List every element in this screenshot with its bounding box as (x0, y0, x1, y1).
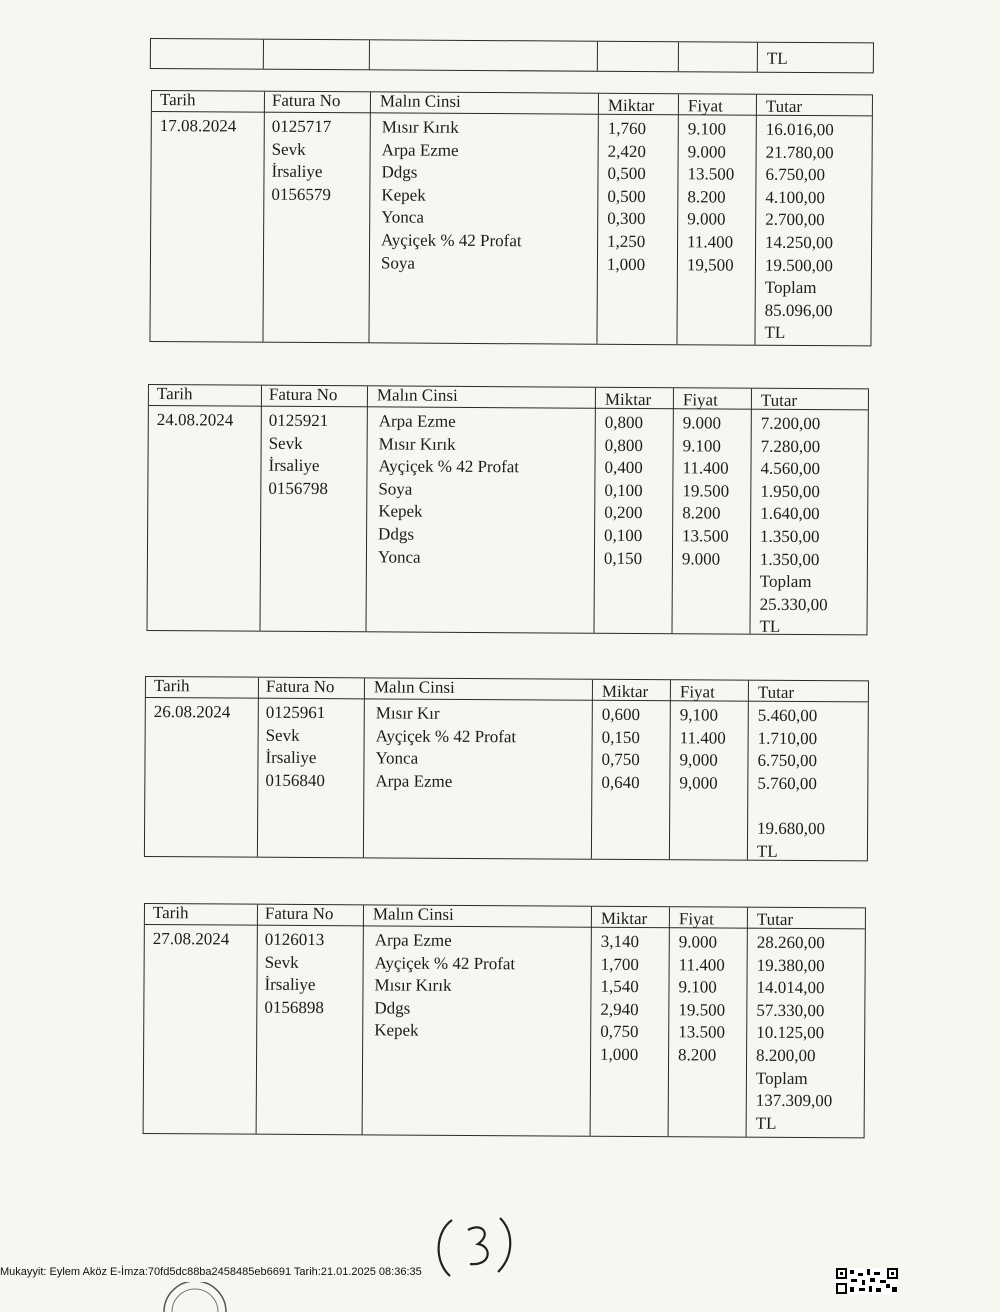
item-cell: Kepek (378, 501, 423, 522)
price-cell: 8.200 (687, 187, 726, 207)
amount-cell: 1.350,00 (760, 526, 820, 547)
quantity-cell: 0,800 (604, 412, 644, 433)
amount-cell: 1.350,00 (759, 549, 820, 569)
price-cell: 9,000 (679, 750, 718, 770)
date-column (157, 409, 234, 432)
invoice-no-cell: Sevk (264, 952, 299, 972)
item-column (381, 116, 523, 275)
invoice-no-cell: 0156798 (268, 478, 328, 498)
invoice-no-cell: Sevk (265, 725, 300, 745)
quantity-cell: 1,000 (606, 254, 646, 274)
header-invoice-no: Fatura No (268, 384, 338, 405)
item-cell: Mısır Kır (375, 703, 440, 723)
price-cell: 9.000 (687, 141, 726, 162)
column-divider (257, 678, 259, 857)
column-divider (363, 678, 365, 857)
item-cell: Ayçiçek % 42 Profat (374, 953, 516, 973)
invoice-no-cell: 0156579 (271, 184, 331, 204)
header-divider (152, 111, 872, 116)
column-divider (590, 907, 592, 1136)
price-cell: 11.400 (678, 954, 725, 975)
item-cell: Yonca (381, 207, 424, 228)
amount-cell: 6.750,00 (757, 750, 818, 771)
quantity-cell: 0,100 (604, 480, 643, 500)
price-cell: 9.100 (678, 977, 717, 997)
quantity-cell: 1,700 (600, 954, 639, 974)
amount-cell: 14.250,00 (765, 232, 834, 253)
invoice-table (143, 903, 866, 1138)
column-divider (669, 680, 671, 859)
amount-cell: 8.200,00 (756, 1045, 816, 1066)
header-price: Fiyat (687, 96, 723, 116)
date-cell: 26.08.2024 (153, 702, 231, 722)
amount-cell: 1.710,00 (757, 728, 818, 748)
quantity-cell: 0,640 (601, 772, 640, 792)
amount-cell: 7.200,00 (760, 413, 821, 434)
item-cell: Arpa Ezme (381, 140, 459, 160)
e-signature-line: Mukayyit: Eylem Aköz E-İmza:70fd5dc88ba2458485eb6691 Tarih:21.01.2025 08:36:35 (0, 1266, 422, 1278)
item-cell: Ddgs (381, 162, 418, 182)
price-cell: 11.400 (682, 458, 729, 478)
quantity-cell: 0,400 (604, 457, 643, 478)
item-column (378, 410, 520, 569)
item-column (374, 929, 515, 1043)
header-invoice-no: Fatura No (265, 676, 335, 697)
item-cell: Yonca (375, 748, 419, 768)
header-item: Malın Cinsi (379, 91, 461, 111)
item-cell: Ayçiçek % 42 Profat (381, 230, 522, 251)
price-column (679, 704, 726, 795)
header-quantity: Miktar (607, 95, 655, 116)
price-cell: 13.500 (678, 1022, 726, 1042)
invoice-no-cell: İrsaliye (271, 161, 323, 182)
column-divider (671, 388, 673, 633)
quantity-cell: 1,250 (607, 231, 646, 251)
item-cell: Kepek (381, 185, 426, 205)
price-cell: 8.200 (682, 503, 721, 523)
quantity-cell: 0,500 (607, 186, 646, 206)
quantity-column (607, 118, 646, 276)
quantity-cell: 0,750 (600, 1022, 639, 1042)
amount-column (764, 119, 833, 345)
date-cell: 24.08.2024 (156, 410, 234, 430)
price-cell: 9.100 (687, 119, 727, 139)
invoice-table (144, 676, 869, 861)
amount-cell: 19.500,00 (764, 255, 834, 275)
invoice-table (146, 384, 868, 635)
amount-cell: 10.125,00 (756, 1023, 825, 1043)
header-amount: Tutar (756, 909, 794, 929)
item-cell: Ddgs (374, 998, 411, 1018)
item-cell: Arpa Ezme (374, 930, 452, 950)
quantity-cell: 3,140 (600, 931, 640, 952)
price-cell: 13.500 (682, 526, 729, 546)
page-number (430, 1212, 520, 1282)
item-cell: Soya (380, 252, 416, 273)
column-divider (596, 94, 599, 344)
quantity-cell: 0,300 (607, 209, 646, 229)
header-date: Tarih (152, 903, 189, 923)
amount-cell: 28.260,00 (756, 932, 825, 953)
header-item: Malın Cinsi (373, 677, 455, 697)
column-divider (365, 386, 367, 631)
header-amount: Tutar (760, 390, 798, 410)
amount-cell: Toplam (759, 571, 812, 592)
item-cell: Arpa Ezme (378, 411, 456, 431)
column-divider (747, 681, 749, 860)
amount-cell: 4.560,00 (760, 458, 821, 479)
amount-cell: 21.780,00 (765, 142, 834, 162)
amount-cell: Toplam (755, 1068, 808, 1088)
price-cell: 11.400 (679, 727, 726, 748)
amount-cell (757, 795, 825, 818)
header-amount: Tutar (765, 96, 803, 116)
quantity-cell: 2,940 (600, 999, 639, 1019)
header-date: Tarih (153, 676, 190, 696)
invoice-no-cell: Sevk (271, 139, 306, 159)
invoice-no-column (271, 116, 331, 207)
item-cell: Kepek (374, 1020, 419, 1041)
date-column (154, 701, 231, 724)
invoice-no-cell: 0156840 (265, 770, 325, 790)
amount-cell: 57.330,00 (756, 1000, 825, 1020)
header-quantity: Miktar (600, 908, 648, 929)
amount-cell: 5.460,00 (757, 705, 818, 726)
amount-cell: 1.950,00 (760, 481, 820, 501)
quantity-cell: 0,800 (604, 435, 643, 455)
invoice-no-column (265, 702, 325, 793)
amount-column (757, 705, 826, 864)
quantity-cell: 1,540 (600, 976, 639, 997)
price-cell: 9.000 (687, 209, 726, 229)
quantity-column (601, 704, 640, 795)
column-divider (593, 388, 595, 633)
header-item: Malın Cinsi (376, 385, 458, 405)
amount-cell: 85.096,00 (764, 300, 833, 320)
column-divider (749, 389, 751, 634)
amount-cell: 16.016,00 (765, 119, 834, 140)
amount-cell: 14.014,00 (756, 977, 825, 998)
amount-column (759, 413, 828, 639)
amount-cell: TL (756, 841, 778, 861)
table-fragment (150, 38, 874, 73)
header-price: Fiyat (678, 909, 714, 929)
price-cell: 11.400 (687, 232, 734, 252)
invoice-no-cell: 0125717 (271, 116, 332, 137)
column-divider (746, 908, 748, 1137)
invoice-no-cell: 0125921 (268, 410, 329, 431)
column-divider (362, 905, 364, 1134)
price-cell: 9.100 (682, 435, 721, 456)
item-cell: Mısır Kırık (374, 975, 452, 996)
price-cell: 8.200 (678, 1045, 717, 1065)
amount-cell: 1.640,00 (760, 504, 820, 524)
quantity-cell: 0,150 (603, 548, 643, 568)
invoice-no-cell: 0126013 (264, 929, 325, 950)
header-price: Fiyat (679, 682, 715, 702)
item-cell: Ddgs (378, 524, 415, 544)
quantity-column (600, 931, 639, 1067)
date-column (160, 115, 237, 138)
quantity-cell: 0,150 (601, 727, 640, 747)
price-column (678, 931, 726, 1067)
invoice-no-column (264, 929, 324, 1020)
item-cell: Mısır Kırık (381, 117, 459, 137)
header-amount: Tutar (757, 682, 795, 702)
fragment-tl: TL (766, 48, 788, 68)
amount-cell: 4.100,00 (765, 187, 825, 207)
invoice-no-cell: 0156898 (264, 997, 324, 1017)
date-cell: 27.08.2024 (152, 929, 230, 949)
header-invoice-no: Fatura No (264, 903, 334, 924)
date-cell: 17.08.2024 (159, 116, 237, 136)
item-cell: Arpa Ezme (375, 771, 453, 791)
price-cell: 9,000 (679, 773, 718, 793)
quantity-cell: 0,100 (604, 525, 643, 545)
date-column (153, 928, 230, 951)
price-column (682, 412, 730, 570)
price-cell: 13.500 (687, 164, 735, 184)
amount-cell: 5.760,00 (757, 773, 817, 793)
price-cell: 9.000 (681, 548, 721, 569)
amount-cell: TL (755, 1113, 777, 1133)
quantity-cell: 1,760 (607, 118, 647, 139)
amount-cell: 2.700,00 (765, 210, 825, 230)
quantity-cell: 0,200 (604, 503, 643, 523)
column-divider (754, 95, 757, 345)
item-column (375, 702, 516, 793)
price-cell: 9.000 (678, 932, 718, 952)
column-divider (676, 94, 679, 344)
column-divider (668, 907, 670, 1136)
amount-cell: TL (764, 323, 786, 343)
invoice-no-cell: İrsaliye (264, 974, 316, 995)
amount-cell: Toplam (764, 277, 817, 298)
amount-cell: 137.309,00 (755, 1090, 833, 1111)
invoice-no-cell: İrsaliye (268, 455, 320, 476)
amount-cell: 19.680,00 (757, 818, 826, 839)
invoice-no-column (268, 410, 328, 501)
stamp-seal (160, 1282, 230, 1312)
header-item: Malın Cinsi (372, 904, 454, 924)
amount-cell: 19.380,00 (756, 955, 825, 975)
header-date: Tarih (159, 90, 196, 110)
amount-cell: 6.750,00 (765, 164, 826, 185)
price-cell: 19,500 (686, 254, 734, 275)
quantity-column (604, 412, 643, 570)
price-cell: 9.000 (682, 413, 722, 433)
invoice-table (149, 90, 873, 346)
item-cell: Mısır Kırık (378, 434, 456, 454)
column-divider (256, 905, 258, 1134)
qr-code-image (836, 1268, 898, 1294)
invoice-no-cell: İrsaliye (265, 747, 317, 768)
item-cell: Ayçiçek % 42 Profat (375, 726, 517, 746)
quantity-cell: 0,500 (607, 163, 646, 184)
header-date: Tarih (156, 384, 193, 404)
price-cell: 19.500 (682, 481, 730, 501)
amount-cell: 25.330,00 (759, 594, 828, 614)
amount-cell: TL (759, 617, 781, 637)
amount-column (756, 932, 834, 1136)
header-quantity: Miktar (604, 389, 652, 410)
invoice-no-cell: 0125961 (265, 702, 326, 723)
item-cell: Ayçiçek % 42 Profat (378, 456, 520, 477)
quantity-cell: 0,600 (601, 704, 641, 725)
column-divider (591, 680, 593, 859)
quantity-cell: 1,000 (600, 1044, 639, 1064)
header-price: Fiyat (682, 390, 718, 410)
invoice-no-cell: Sevk (268, 433, 303, 453)
price-cell: 9,100 (679, 705, 719, 725)
column-divider (368, 92, 371, 342)
item-cell: Soya (378, 479, 413, 499)
column-divider (259, 386, 261, 631)
price-cell: 19.500 (678, 1000, 726, 1020)
header-quantity: Miktar (601, 681, 649, 702)
amount-cell: 7.280,00 (760, 436, 821, 456)
header-invoice-no: Fatura No (271, 90, 341, 111)
quantity-cell: 0,750 (601, 749, 640, 770)
price-column (687, 118, 735, 276)
column-divider (262, 92, 265, 342)
quantity-cell: 2,420 (607, 141, 646, 161)
item-cell: Yonca (377, 546, 421, 567)
